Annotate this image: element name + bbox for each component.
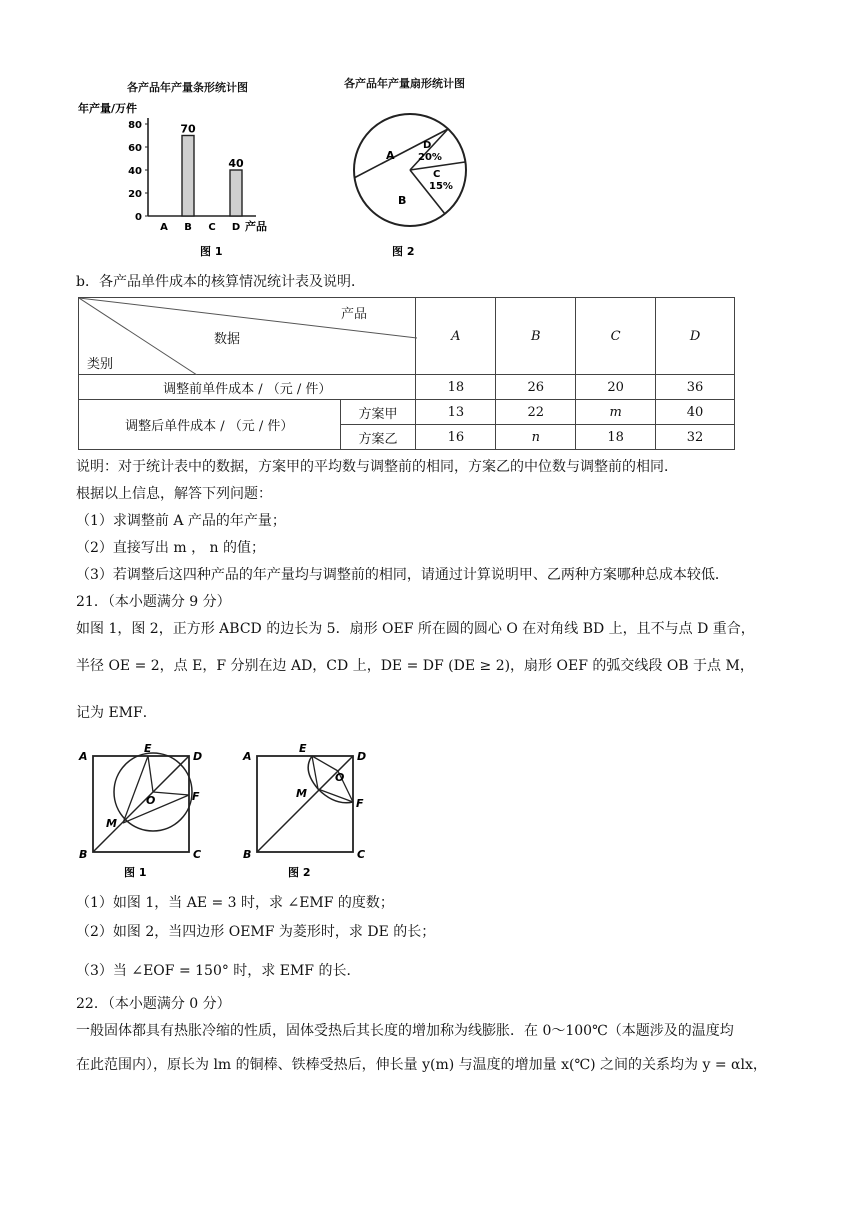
- p21-part2: （2）如图 2，当四边形 OEMF 为菱形时，求 DE 的长；: [76, 924, 436, 940]
- row-label-after: 调整后单件成本 / （元 / 件）: [79, 400, 341, 450]
- q20-part1: （1）求调整前 A 产品的年产量；: [76, 513, 286, 529]
- cell-plan-a-c: m: [576, 400, 656, 425]
- header-product: 产品: [341, 307, 368, 322]
- y-tick-label: 40: [128, 166, 142, 177]
- cell-plan-b-d: 32: [656, 425, 735, 450]
- header-category: 类别: [87, 357, 114, 372]
- fig2-label-f: F: [356, 797, 364, 810]
- cell-plan-b-c: 18: [576, 425, 656, 450]
- header-data: 数据: [214, 332, 241, 347]
- bar-chart-caption: 图 1: [200, 245, 223, 258]
- fig1-label-o: O: [146, 794, 156, 807]
- bar-chart: [76, 98, 286, 263]
- y-tick-label: 20: [128, 189, 142, 200]
- cell-before-a: 18: [416, 375, 496, 400]
- pie-label-a: A: [386, 149, 395, 162]
- q20-part2: （2）直接写出 m ， n 的值；: [76, 540, 265, 556]
- p22-line2: 在此范围内），原长为 lm 的铜棒、铁棒受热后，伸长量 y(m) 与温度的增加量 x(℃) 之间的关系均为 y = αlx，: [76, 1057, 767, 1073]
- p21-part3: （3）当 ∠EOF = 150° 时，求 EMF 的长．: [76, 963, 361, 979]
- questions-intro: 根据以上信息，解答下列问题：: [76, 486, 272, 502]
- pie-chart-title: 各产品年产量扇形统计图: [344, 77, 465, 90]
- fig1-label-b: B: [79, 848, 88, 861]
- section-b-heading: b．各产品单件成本的核算情况统计表及说明．: [76, 274, 365, 290]
- fig2-label-c: C: [357, 848, 366, 861]
- x-tick-label: A: [160, 222, 168, 233]
- col-header-a: A: [416, 298, 496, 375]
- col-header-d: D: [656, 298, 735, 375]
- col-header-c: C: [576, 298, 656, 375]
- p22-line1: 一般固体都具有热胀冷缩的性质，固体受热后其长度的增加称为线膨胀．在 0～100℃（本题涉及的温度均: [76, 1023, 734, 1039]
- fig2-label-e: E: [299, 742, 307, 755]
- y-tick-label: 0: [135, 212, 142, 223]
- fig1-label-a: A: [79, 750, 88, 763]
- cost-table: [78, 297, 735, 450]
- bar-value-label: 70: [180, 122, 196, 136]
- fig1-label-d: D: [193, 750, 203, 763]
- p21-line3: 记为 EMF．: [76, 705, 157, 721]
- q20-part3: （3）若调整后这四种产品的年产量均与调整前的相同，请通过计算说明甲、乙两种方案哪种总成本较低．: [76, 567, 729, 583]
- fig2-label-m: M: [296, 787, 307, 800]
- fig2-label-d: D: [357, 750, 367, 763]
- x-tick-label: B: [184, 222, 192, 233]
- col-header-b: B: [496, 298, 576, 375]
- cell-plan-b-b: n: [496, 425, 576, 450]
- cell-before-c: 20: [576, 375, 656, 400]
- fig1-label-c: C: [193, 848, 202, 861]
- pie-chart: [350, 100, 480, 265]
- row-label-before: 调整前单件成本 / （元 / 件）: [79, 375, 416, 400]
- pie-label-c: C: [433, 169, 441, 180]
- pie-label-b: B: [398, 194, 407, 207]
- fig1-caption: 图 1: [124, 866, 147, 879]
- pie-chart-caption: 图 2: [392, 245, 415, 258]
- cell-plan-b-a: 16: [416, 425, 496, 450]
- geometry-figure-1: [76, 740, 216, 880]
- pie-value-d: 20%: [418, 152, 442, 163]
- p21-part1: （1）如图 1，当 AE = 3 时，求 ∠EMF 的度数；: [76, 895, 394, 911]
- cell-plan-a-b: 22: [496, 400, 576, 425]
- p21-line1: 如图 1，图 2，正方形 ABCD 的边长为 5．扇形 OEF 所在圆的圆心 O 在对角线 BD 上，且不与点 D 重合，: [76, 621, 755, 637]
- x-axis-label: 产品: [245, 220, 267, 233]
- fig1-label-e: E: [144, 742, 152, 755]
- y-tick-label: 60: [128, 143, 142, 154]
- fig2-label-o: O: [335, 771, 345, 784]
- fig2-caption: 图 2: [288, 866, 311, 879]
- fig2-label-a: A: [243, 750, 252, 763]
- fig2-label-b: B: [243, 848, 252, 861]
- pie-label-d: D: [423, 140, 432, 151]
- fig1-label-f: F: [192, 790, 200, 803]
- bar: [230, 170, 242, 216]
- cell-plan-a-d: 40: [656, 400, 735, 425]
- p22-header: 22．（本小题满分 0 分）: [76, 996, 231, 1012]
- bar-chart-title: 各产品年产量条形统计图: [127, 81, 248, 94]
- y-tick-label: 80: [128, 120, 142, 131]
- table-diagonal-header: [79, 298, 416, 375]
- cell-plan-a-a: 13: [416, 400, 496, 425]
- bar: [182, 136, 194, 217]
- x-tick-label: C: [208, 222, 216, 233]
- table-note: 说明：对于统计表中的数据，方案甲的平均数与调整前的相同，方案乙的中位数与调整前的相同．: [76, 459, 678, 475]
- p21-header: 21．（本小题满分 9 分）: [76, 594, 231, 610]
- pie-value-c: 15%: [429, 181, 453, 192]
- p21-line2: 半径 OE = 2，点 E，F 分别在边 AD，CD 上，DE = DF (DE ≥ 2)，扇形 OEF 的弧交线段 OB 于点 M，: [76, 658, 754, 674]
- plan-a-label: 方案甲: [340, 400, 416, 425]
- geometry-figure-2: [240, 740, 380, 880]
- plan-b-label: 方案乙: [340, 425, 416, 450]
- cell-before-d: 36: [656, 375, 735, 400]
- bar-value-label: 40: [228, 157, 244, 170]
- cell-before-b: 26: [496, 375, 576, 400]
- bar-chart-ylabel: 年产量/万件: [78, 102, 138, 115]
- fig1-label-m: M: [106, 817, 117, 830]
- x-tick-label: D: [231, 222, 241, 233]
